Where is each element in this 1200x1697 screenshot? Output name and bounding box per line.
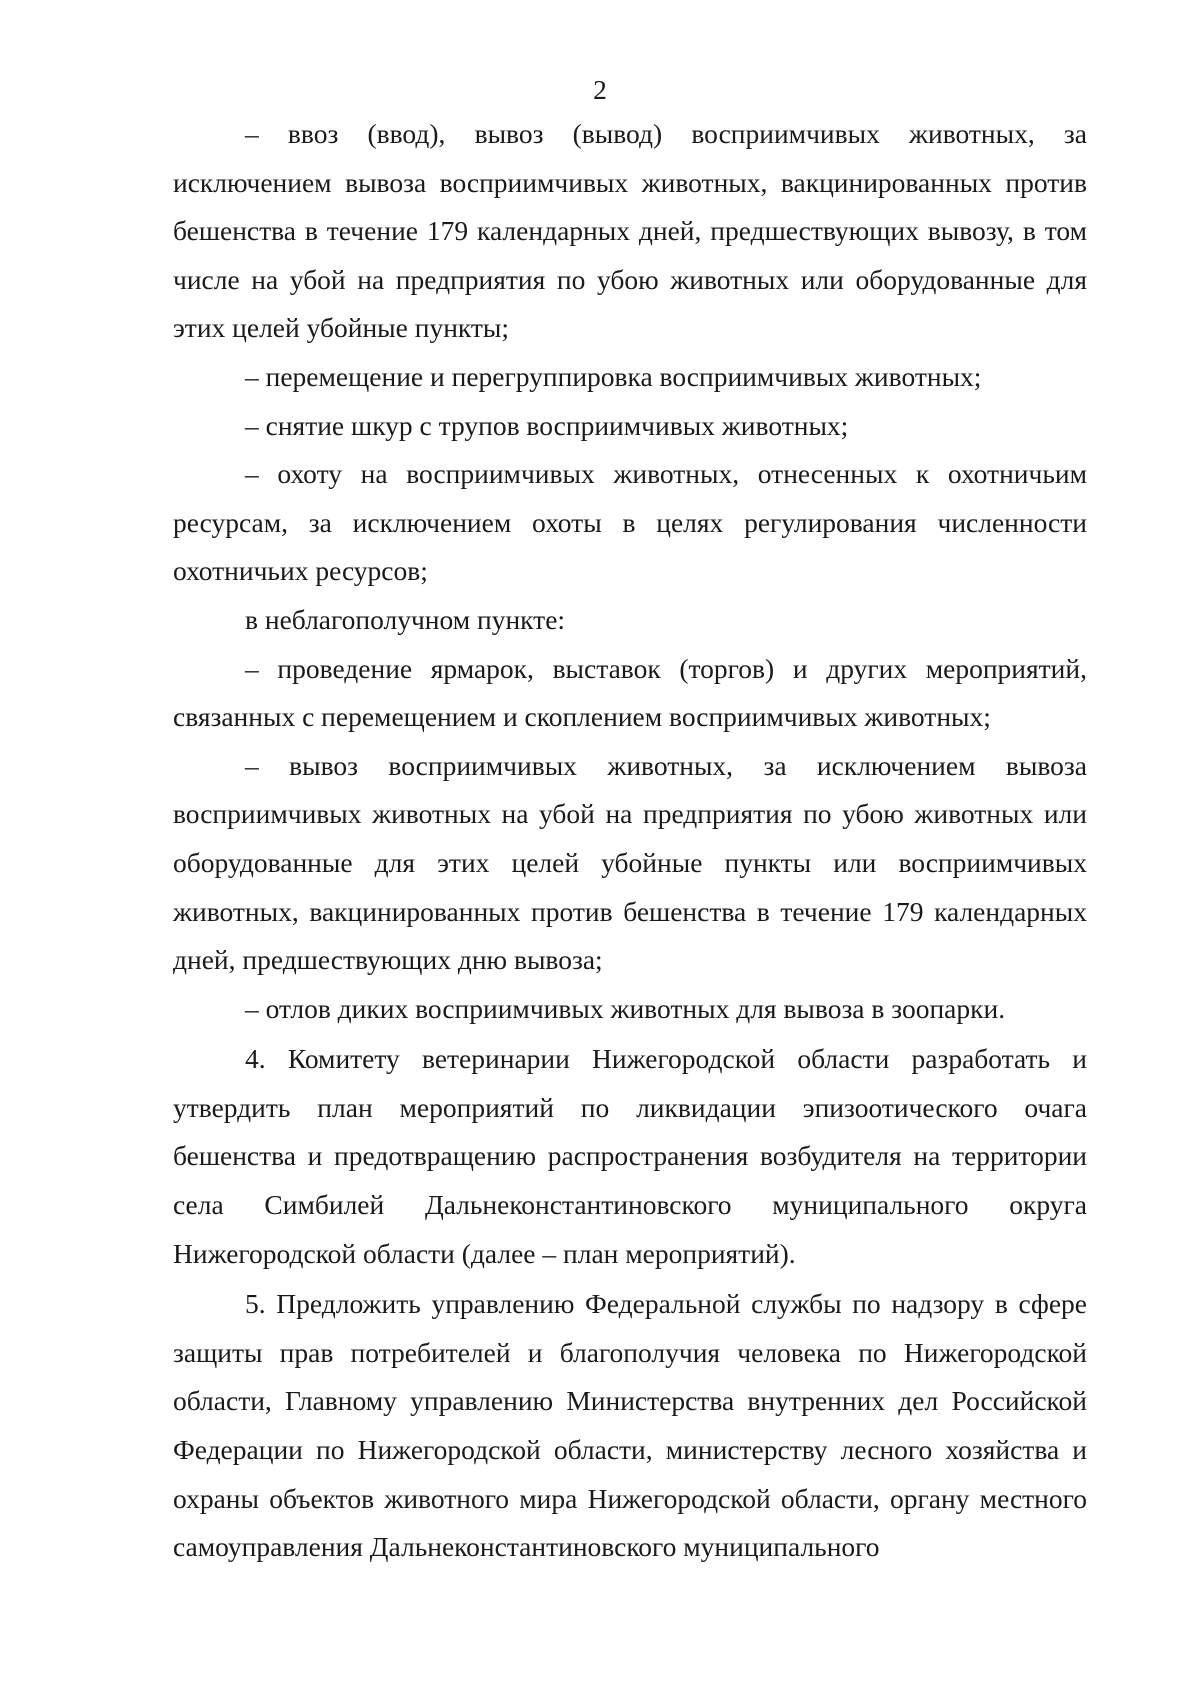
paragraph-movement-ban: – перемещение и перегруппировка восприимчивых животных; [245, 360, 982, 392]
paragraph-skinning-ban: – снятие шкур с трупов восприимчивых животных; [245, 409, 849, 441]
paragraph-import-export-ban: – ввоз (ввод), вывоз (вывод) восприимчивых животных, за исключением вывоза восприимчивых животных, вакцинированных против бешенства в течение 179 календарных дней, предшествующих вывозу, в том числе на убой на предприятия по убою животных или оборудованные для этих целей убойные пункты; [173, 118, 1087, 344]
document-body [173, 110, 1087, 1572]
paragraph-unfavorable-point-heading: в неблагополучном пункте: [245, 603, 566, 635]
paragraph-fairs-ban: – проведение ярмарок, выставок (торгов) и других мероприятий, связанных с перемещением и скоплением восприимчивых животных; [173, 652, 1087, 733]
paragraph-removal-ban: – вывоз восприимчивых животных, за исключением вывоза восприимчивых животных на убой на предприятия по убою животных или оборудованные для этих целей убойные пункты или восприимчивых животных, вакцинированных против бешенства в течение 179 календарных дней, предшествующих дню вывоза; [173, 749, 1087, 976]
paragraph-hunting-ban: – охоту на восприимчивых животных, отнесенных к охотничьим ресурсам, за исключением охоты в целях регулирования численности охотничьих ресурсов; [173, 458, 1087, 587]
paragraph-item-4: 4. Комитету ветеринарии Нижегородской области разработать и утвердить план мероприятий по ликвидации эпизоотического очага бешенства и предотвращению распространения возбудителя на территории села Симбилей Дальнеконстантиновского муниципального округа Нижегородской области (далее – план мероприятий). [173, 1043, 1087, 1269]
paragraph-item-5: 5. Предложить управлению Федеральной службы по надзору в сфере защиты прав потребителей и благополучия человека по Нижегородской области, Главному управлению Министерства внутренних дел Российской Федерации по Нижегородской области, министерству лесного хозяйства и охраны объектов животного мира Нижегородской области, органу местного самоуправления Дальнеконстантиновского муниципального [173, 1288, 1087, 1563]
paragraph-capture-ban: – отлов диких восприимчивых животных для вывоза в зоопарки. [245, 992, 1006, 1024]
page-number: 2 [593, 74, 607, 105]
